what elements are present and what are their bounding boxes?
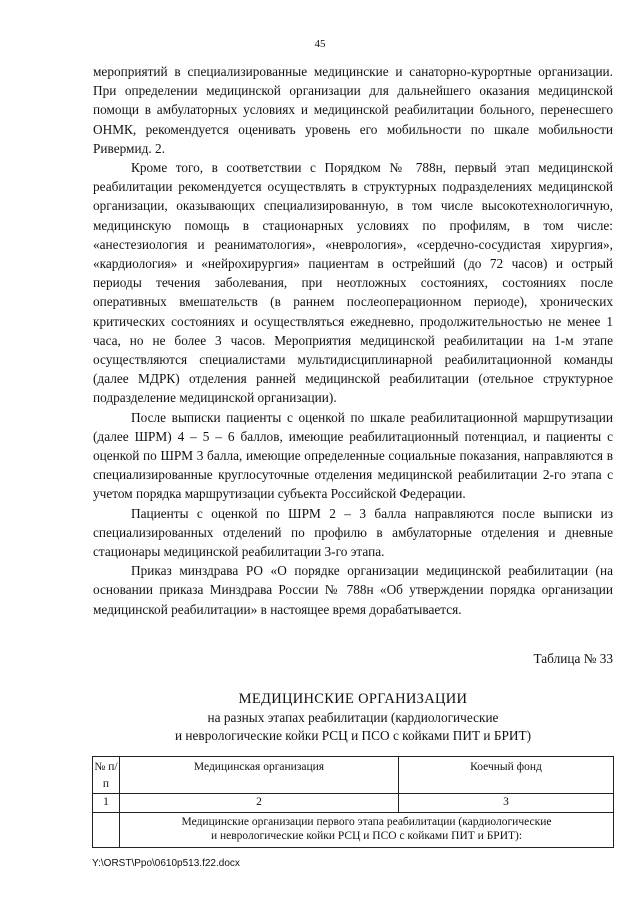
title-main: МЕДИЦИНСКИЕ ОРГАНИЗАЦИИ xyxy=(238,691,468,707)
paragraph-5: Приказ минздрава РО «О порядке организации медицинской реабилитации (на основании приказа Минздрава России № 788н «Об утверждении порядка организации медицинской реабилитации» в настоящее время дорабатывается. xyxy=(93,563,613,617)
header-beds: Коечный фонд xyxy=(399,757,614,794)
column-number-2: 2 xyxy=(120,794,399,813)
title-line-3: и неврологические койки РСЦ и ПСО с койками ПИТ и БРИТ) xyxy=(174,728,532,743)
section-heading-line-1: Медицинские организации первого этапа реабилитации (кардиологические xyxy=(181,816,552,828)
table-title xyxy=(93,689,613,745)
document-body xyxy=(93,62,613,619)
section-row xyxy=(93,813,614,848)
section-empty-cell xyxy=(93,813,120,848)
column-number-3: 3 xyxy=(399,794,614,813)
header-organization: Медицинская организация xyxy=(120,757,399,794)
paragraph-2: Кроме того, в соответствии с Порядком № 788н, первый этап медицинской реабилитации рекомендуется осуществлять в структурных подразделениях медицинской организации, оказывающих специализированную, в том числе высокотехнологичную, медицинскую помощь в стационарных условиях по профилям, в том числе: «анестезиология и реаниматология», «неврология», «сердечно-сосудистая хирургия», «кардиология» и «нейрохирургия» пациентам в острейший (до 72 часов) и острый периоды течения заболевания, при неотложных состояниях, состояниях после оперативных вмешательств (в раннем послеоперационном периоде), хронических критических состояниях и осуществляться ежедневно, продолжительностью не менее 1 часа, но не более 3 часов. Мероприятия медицинской реабилитации на 1-м этапе осуществляются специалистами мультидисциплинарной реабилитационной команды (далее МДРК) отделения ранней медицинской реабилитации (отельное структурное подразделение медицинской организации). xyxy=(93,160,613,406)
column-number-row xyxy=(93,794,614,813)
paragraph-3: После выписки пациенты с оценкой по шкале реабилитационной маршрутизации (далее ШРМ) 4 – 5 – 6 баллов, имеющие реабилитационный потенциал, и пациенты с оценкой по ШРМ 3 балла, имеющие определенные социальные показания, направляются в специализированные круглосуточные отделения медицинской реабилитации 2-го этапа с учетом порядка маршрутизации субъекта Российской Федерации. xyxy=(93,409,613,502)
title-line-2: на разных этапах реабилитации (кардиологические xyxy=(207,710,499,725)
paragraph-1: мероприятий в специализированные медицинские и санаторно-курортные организации. При определении медицинской организации для дальнейшего оказания медицинской помощи в амбулаторных условиях и медицинской реабилитации больного, перенесшего ОНМК, рекомендуется оценивать уровень его мобильности по шкале мобильности Ривермид. 2. xyxy=(93,64,613,156)
page-number: 45 xyxy=(314,38,326,50)
paragraph-4: Пациенты с оценкой по ШРМ 2 – 3 балла направляются после выписки из специализированных отделений по профилю в амбулаторные отделения и дневные стационары медицинской реабилитации 3-го этапа. xyxy=(93,505,613,560)
file-path-footer: Y:\ORST\Ppo\0610p513.f22.docx xyxy=(92,858,240,869)
section-heading-line-2: и неврологические койки РСЦ и ПСО с койками ПИТ и БРИТ): xyxy=(210,830,523,842)
section-heading xyxy=(120,813,614,848)
header-row xyxy=(93,757,614,794)
organizations-table xyxy=(92,756,614,848)
header-number: № п/п xyxy=(93,757,120,794)
column-number-1: 1 xyxy=(93,794,120,813)
table-caption: Таблица № 33 xyxy=(533,651,613,666)
